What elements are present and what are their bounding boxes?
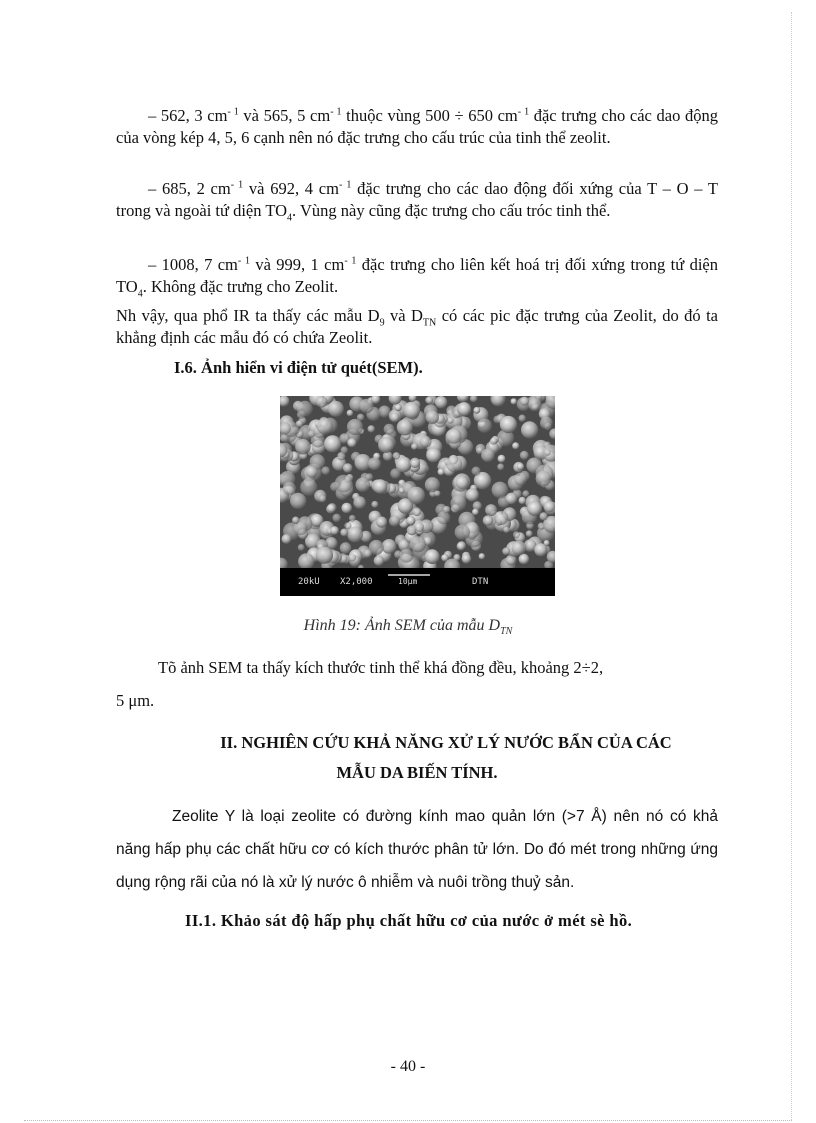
sem-grain <box>503 527 510 534</box>
sem-image <box>280 396 555 596</box>
paragraph-ir-conclusion: Nh vậy, qua phổ IR ta thấy các mẫu $D_9$ và $D_{TN}$ có các pic đặc trưng của Zeolit, do đó ta khẳng định các mẫu đó có chứa Zeolit. <box>116 306 718 347</box>
sem-grain <box>477 418 492 433</box>
paragraph-vibration-562: – 562, 3 $cm^{- 1}$ và 565, 5 $cm^{- 1}$ thuộc vùng 500 ÷ 650 $cm^{- 1}$ đặc trưng cho các dao động của vòng kép 4, 5, 6 cạnh nên nó đặc trưng cho cấu trúc của tinh thể zeolit. <box>116 106 718 147</box>
sem-grain <box>298 553 314 569</box>
sem-grain <box>406 516 415 525</box>
footer-divider <box>24 1120 792 1121</box>
sem-grain <box>500 416 517 433</box>
sem-scale: 10μm <box>398 577 418 586</box>
sem-grain <box>519 497 527 505</box>
sem-grain <box>479 553 485 559</box>
sem-grain <box>472 509 479 516</box>
sem-grain <box>306 466 318 478</box>
sem-grain <box>473 407 480 414</box>
sem-grain <box>317 418 333 434</box>
sem-micrograph <box>280 396 555 596</box>
paragraph-vibration-685: – 685, 2 $cm^{- 1}$ và 692, 4 $cm^{- 1}$ đặc trưng cho các dao động đối xứng của T – O – T trong và ngoài tứ diện $TO_4$. Vùng này cũng đặc trưng cho cấu tróc tinh thể. <box>116 179 718 224</box>
sem-grain <box>497 463 504 470</box>
sem-grain <box>426 448 441 463</box>
sem-grain <box>539 512 547 520</box>
sem-grain <box>376 517 387 528</box>
sem-grain <box>435 396 447 408</box>
sem-grain <box>512 442 519 449</box>
sem-grain <box>347 438 356 447</box>
sem-grain <box>543 501 555 513</box>
sem-grain <box>522 490 529 497</box>
sem-grain <box>455 525 470 540</box>
sem-grain <box>356 477 371 492</box>
sem-grain <box>341 503 352 514</box>
page-number: - 40 - <box>390 1058 426 1075</box>
sem-grain <box>349 515 356 522</box>
paragraph-sem-result-cont: 5 μm. <box>116 691 155 710</box>
sem-grain <box>527 501 542 516</box>
sem-grain <box>520 451 529 460</box>
sem-grain <box>426 411 439 424</box>
sem-grain <box>511 398 517 404</box>
sem-grain <box>447 417 453 423</box>
sem-grain <box>347 527 363 543</box>
sem-grain <box>420 436 432 448</box>
sem-grain <box>330 526 339 535</box>
sem-grain <box>521 421 538 438</box>
sem-grain <box>397 419 413 435</box>
sem-grain <box>457 402 471 416</box>
sem-grain <box>321 466 330 475</box>
sem-grain <box>498 455 506 463</box>
sem-grain <box>425 396 433 404</box>
sem-grain <box>446 428 461 443</box>
sem-grain <box>347 419 363 435</box>
sem-grain <box>316 547 333 564</box>
sem-grain <box>341 446 349 454</box>
sem-grain <box>390 468 401 479</box>
sem-grain <box>290 493 306 509</box>
sem-grain <box>462 554 472 564</box>
sem-grain <box>536 471 552 487</box>
sem-grain <box>295 439 311 455</box>
paragraph-zeolite-y: Zeolite Y là loại zeolite có đường kính mao quản lớn (>7 Å) nên nó có khả năng hấp phụ các chất hữu cơ có kích thước phân tử lớn. Do đó mét trong những ứng dụng rộng rãi của nó là xử lý nước ô nhiễm và nuôi trồng thuỷ sản. <box>116 808 718 891</box>
sem-grain <box>457 542 466 551</box>
sem-grain <box>481 449 495 463</box>
figure-caption: Hình 19: Ảnh SEM của mẫu $D_{TN}$ <box>303 617 513 638</box>
sem-grain <box>368 425 375 432</box>
sem-grain <box>348 554 356 562</box>
sem-grain <box>490 438 497 445</box>
paragraph-vibration-1008: – 1008, 7 $cm^{- 1}$ và 999, 1 $cm^{- 1}$ đặc trưng cho liên kết hoá trị đối xứng trong tứ diện $TO_4$. Không đặc trưng cho Zeolit. <box>116 255 718 300</box>
sem-grain <box>519 415 526 422</box>
sem-grain <box>324 435 341 452</box>
sem-grain <box>371 501 378 508</box>
sem-grain <box>368 457 381 470</box>
sem-grain <box>332 514 341 523</box>
sem-grain <box>327 504 336 513</box>
sem-grain <box>506 493 518 505</box>
sem-grain <box>425 477 440 492</box>
sem-grain <box>472 467 481 476</box>
sem-grain <box>411 443 418 450</box>
sem-grain <box>517 463 524 470</box>
section-heading-ii1: II.1. Khảo sát độ hấp phụ chất hữu cơ của nước ở mét sè hồ. <box>185 911 633 930</box>
sem-grain <box>414 522 424 532</box>
sem-grain <box>316 396 328 408</box>
sem-grain <box>494 511 508 525</box>
sem-grain <box>446 456 462 472</box>
sem-grain <box>512 541 527 556</box>
sem-grain <box>292 517 299 524</box>
sem-grain <box>534 543 547 556</box>
sem-grain <box>425 549 440 564</box>
sem-grain <box>483 515 494 526</box>
sem-grain <box>526 530 533 537</box>
sem-grain <box>434 490 440 496</box>
sem-voltage: 20kU <box>298 577 320 587</box>
sem-grain <box>347 410 354 417</box>
sem-grain <box>283 482 296 495</box>
sem-grain <box>410 458 420 468</box>
sem-grain <box>443 506 450 513</box>
section-heading-ii-line1: II. NGHIÊN CỨU KHẢ NĂNG XỬ LÝ NƯỚC BẨN CỦA CÁC <box>220 733 672 752</box>
sem-grain <box>399 549 413 563</box>
sem-grain <box>407 487 425 505</box>
sem-grain <box>389 516 400 527</box>
sem-grain <box>300 479 317 496</box>
section-heading-ii-line2: MẪU DA BIẾN TÍNH. <box>336 763 498 782</box>
sem-grain <box>456 476 469 489</box>
sem-grain <box>359 399 373 413</box>
sem-grain <box>374 556 384 566</box>
sem-grain <box>492 482 509 499</box>
sem-grain <box>340 529 348 537</box>
sem-grain <box>466 488 479 501</box>
sem-grain <box>395 404 402 411</box>
sem-grain <box>298 544 305 551</box>
sem-grain <box>520 397 529 406</box>
sem-grain <box>540 417 553 430</box>
sem-grain <box>519 554 530 565</box>
sem-grain <box>403 402 420 419</box>
sem-grain <box>528 398 541 411</box>
sem-grain <box>410 536 426 552</box>
sem-grain <box>353 496 366 509</box>
sem-grain <box>373 479 388 494</box>
sem-grain <box>384 424 395 435</box>
right-margin-divider <box>791 12 792 1120</box>
sem-grain <box>343 463 353 473</box>
sem-grain <box>390 413 399 422</box>
sem-grain <box>282 534 292 544</box>
paragraph-sem-result: Tõ ảnh SEM ta thấy kích thước tinh thể khá đồng đều, khoảng 2÷2, <box>158 658 604 677</box>
sem-grain <box>513 531 520 538</box>
sem-magnification: X2,000 <box>340 577 373 587</box>
sem-grain <box>364 549 372 557</box>
sem-grain <box>514 473 527 486</box>
sem-grain <box>544 449 551 456</box>
sem-grain <box>328 401 344 417</box>
sem-grain <box>502 547 510 555</box>
sem-grain <box>378 437 394 453</box>
sem-grain <box>412 507 421 516</box>
sem-grain <box>297 401 313 417</box>
sem-grain <box>437 511 450 524</box>
sem-grain <box>485 504 497 516</box>
sem-grain <box>340 542 352 554</box>
sem-grain <box>382 539 397 554</box>
sem-grain <box>450 495 466 511</box>
sem-label: DTN <box>472 577 489 587</box>
sem-grain <box>319 495 326 502</box>
sem-grain <box>335 475 353 493</box>
section-heading-sem: I.6. Ảnh hiển vi điện tử quét(SEM). <box>174 358 423 377</box>
